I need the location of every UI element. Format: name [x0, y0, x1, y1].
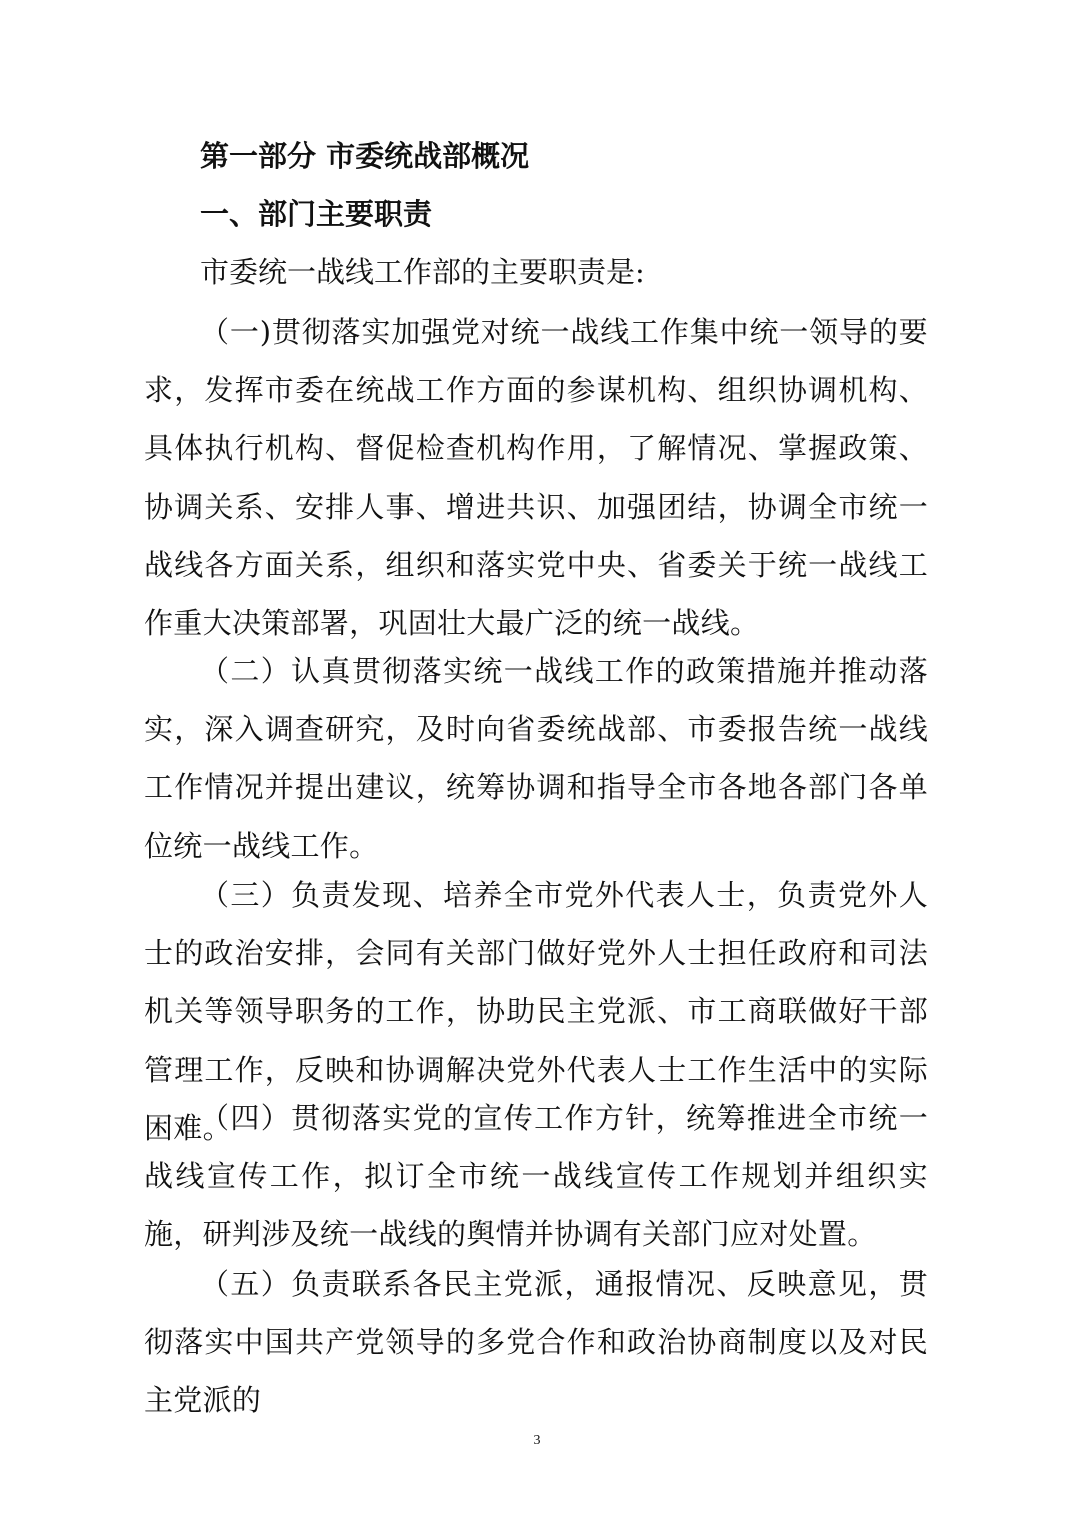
section-title: 一、部门主要职责 — [200, 197, 433, 231]
duty-paragraph-5: （五）负责联系各民主党派，通报情况、反映意见，贯彻落实中国共产党领导的多党合作和政治协商制度以及对民主党派的 — [144, 1267, 928, 1418]
duty-paragraph-2: （二）认真贯彻落实统一战线工作的政策措施并推动落实，深入调查研究，及时向省委统战部、市委报告统一战线工作情况并提出建议，统筹协调和指导全市各地各部门各单位统一战线工作。 — [144, 654, 928, 863]
duty-paragraph-1: （一)贯彻落实加强党对统一战线工作集中统一领导的要求，发挥市委在统战工作方面的参谋机构、组织协调机构、具体执行机构、督促检查机构作用，了解情况、掌握政策、协调关系、安排人事、增进共识、加强团结，协调全市统一战线各方面关系，组织和落实党中央、省委关于统一战线工作重大决策部署，巩固壮大最广泛的统一战线。 — [144, 315, 928, 641]
page-number: 3 — [533, 1433, 541, 1448]
intro-text: 市委统一战线工作部的主要职责是: — [200, 255, 645, 289]
duty-paragraph-4: （四）贯彻落实党的宣传工作方针，统筹推进全市统一战线宣传工作，拟订全市统一战线宣传工作规划并组织实施，研判涉及统一战线的舆情并协调有关部门应对处置。 — [144, 1101, 928, 1252]
part-title: 第一部分 市委统战部概况 — [200, 139, 530, 173]
duty-paragraph-3: （三）负责发现、培养全市党外代表人士，负责党外人士的政治安排，会同有关部门做好党外人士担任政府和司法机关等领导职务的工作，协助民主党派、市工商联做好干部管理工作，反映和协调解决党外代表人士工作生活中的实际困难。 — [144, 878, 928, 1145]
